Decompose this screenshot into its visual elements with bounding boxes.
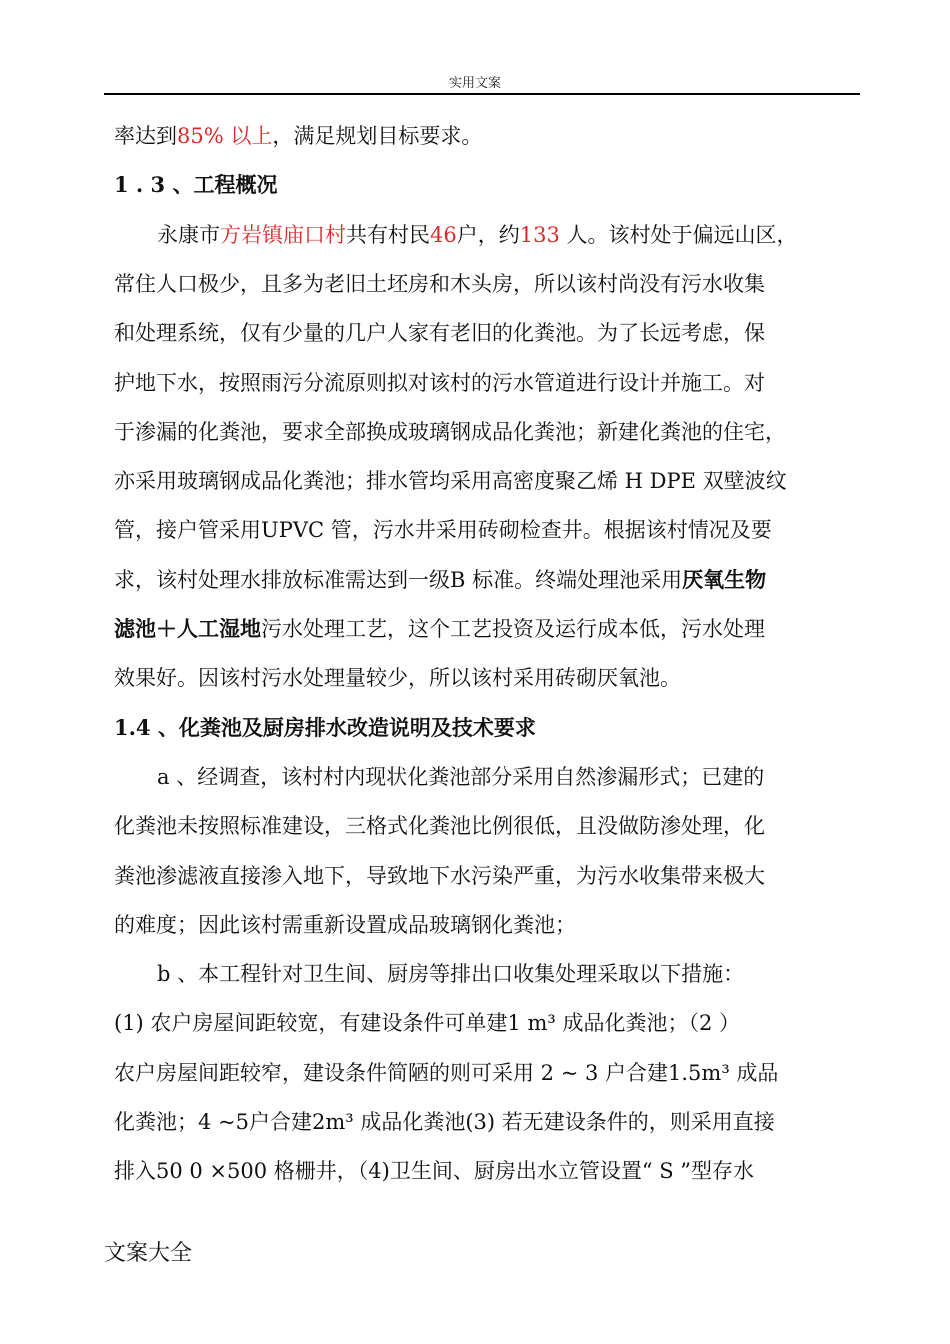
text-line xyxy=(114,1108,775,1136)
header-rule xyxy=(104,93,860,95)
text-run: 常住人口极少，且多为老旧土坯房和木头房，所以该村尚没有污水收集 xyxy=(114,271,765,296)
text-line xyxy=(114,664,681,692)
text-line xyxy=(114,1157,754,1185)
text-run: 污水处理工艺，这个工艺投资及运行成本低，污水处理 xyxy=(261,617,765,641)
text-run: 农户房屋间距较窄，建设条件简陋的则可采用 2 ~ 3 户合建1.5m³ 成品 xyxy=(114,1060,779,1085)
text-run: 1 . 3 、工程概况 xyxy=(114,172,278,198)
text-line xyxy=(114,319,765,347)
text-run: 排入50 0 ×500 格栅井，（4)卫生间、厨房出水立管设置“ S ”型存水 xyxy=(114,1159,755,1184)
text-line xyxy=(114,812,765,840)
text-line xyxy=(157,960,744,988)
text-line xyxy=(114,566,766,594)
section-heading xyxy=(114,714,536,742)
text-run: 求，该村处理水排放标准需达到一级B 标准。终端处理池采用 xyxy=(114,567,683,592)
highlighted-text: 46 xyxy=(430,222,457,247)
text-line xyxy=(114,467,787,495)
text-line xyxy=(114,418,786,446)
text-run: 粪池渗滤液直接渗入地下，导致地下水污染严重，为污水收集带来极大 xyxy=(114,863,765,888)
text-line xyxy=(114,615,765,643)
text-run: 护地下水，按照雨污分流原则拟对该村的污水管道进行设计并施工。对 xyxy=(114,370,765,395)
text-run: 化粪池未按照标准建设，三格式化粪池比例很低，且没做防渗处理，化 xyxy=(114,814,765,839)
text-line xyxy=(157,763,764,791)
text-run: 户，约 xyxy=(456,222,520,247)
bold-text: 滤池＋人工湿地 xyxy=(114,616,261,641)
text-run: 亦采用玻璃钢成品化粪池；排水管均采用高密度聚乙烯 H DPE 双壁波纹 xyxy=(114,469,787,494)
text-line xyxy=(114,270,765,298)
highlighted-text: 85% 以上 xyxy=(177,124,273,148)
text-line xyxy=(114,862,765,890)
text-line xyxy=(114,516,772,544)
highlighted-text: 方岩镇庙口村 xyxy=(220,222,346,247)
bold-text: 厌氧生物 xyxy=(682,566,767,592)
text-run: 效果好。因该村污水处理量较少，所以该村采用砖砌厌氧池。 xyxy=(114,666,681,691)
text-run: 管，接户管采用UPVC 管，污水井采用砖砌检查井。根据该村情况及要 xyxy=(114,518,772,543)
text-line xyxy=(114,1059,778,1087)
text-run: b 、本工程针对卫生间、厨房等排出口收集处理采取以下措施： xyxy=(157,962,745,987)
text-run: 的难度；因此该村需重新设置成品玻璃钢化粪池； xyxy=(114,912,576,937)
text-line xyxy=(114,1009,740,1037)
section-heading xyxy=(114,171,277,199)
text-run: 率达到 xyxy=(114,124,177,148)
text-run: 于渗漏的化粪池，要求全部换成玻璃钢成品化粪池；新建化粪池的住宅， xyxy=(114,419,786,444)
text-line xyxy=(114,911,576,939)
text-run: a 、经调查，该村村内现状化粪池部分采用自然渗漏形式；已建的 xyxy=(157,764,765,789)
text-run: ，满足规划目标要求。 xyxy=(272,124,483,148)
text-run: (1) 农户房屋间距较宽，有建设条件可单建1 m³ 成品化粪池；（2 ） xyxy=(114,1011,740,1036)
text-line xyxy=(114,369,765,397)
page-header: 实用文案 xyxy=(448,76,501,91)
page-footer: 文案大全 xyxy=(104,1241,193,1266)
text-run: 永康市 xyxy=(157,222,220,247)
text-run: 和处理系统，仅有少量的几户人家有老旧的化粪池。为了长远考虑，保 xyxy=(114,321,765,346)
text-run: 化粪池；4 ~5户合建2m³ 成品化粪池(3) 若无建设条件的，则采用直接 xyxy=(114,1110,775,1134)
text-line xyxy=(157,221,798,249)
text-line xyxy=(114,122,482,150)
text-run: 共有村民 xyxy=(346,222,430,247)
text-run: 人。该村处于偏远山区， xyxy=(559,222,798,247)
text-run: 1.4 、化粪池及厨房排水改造说明及技术要求 xyxy=(114,714,536,740)
highlighted-text: 133 xyxy=(519,222,560,247)
